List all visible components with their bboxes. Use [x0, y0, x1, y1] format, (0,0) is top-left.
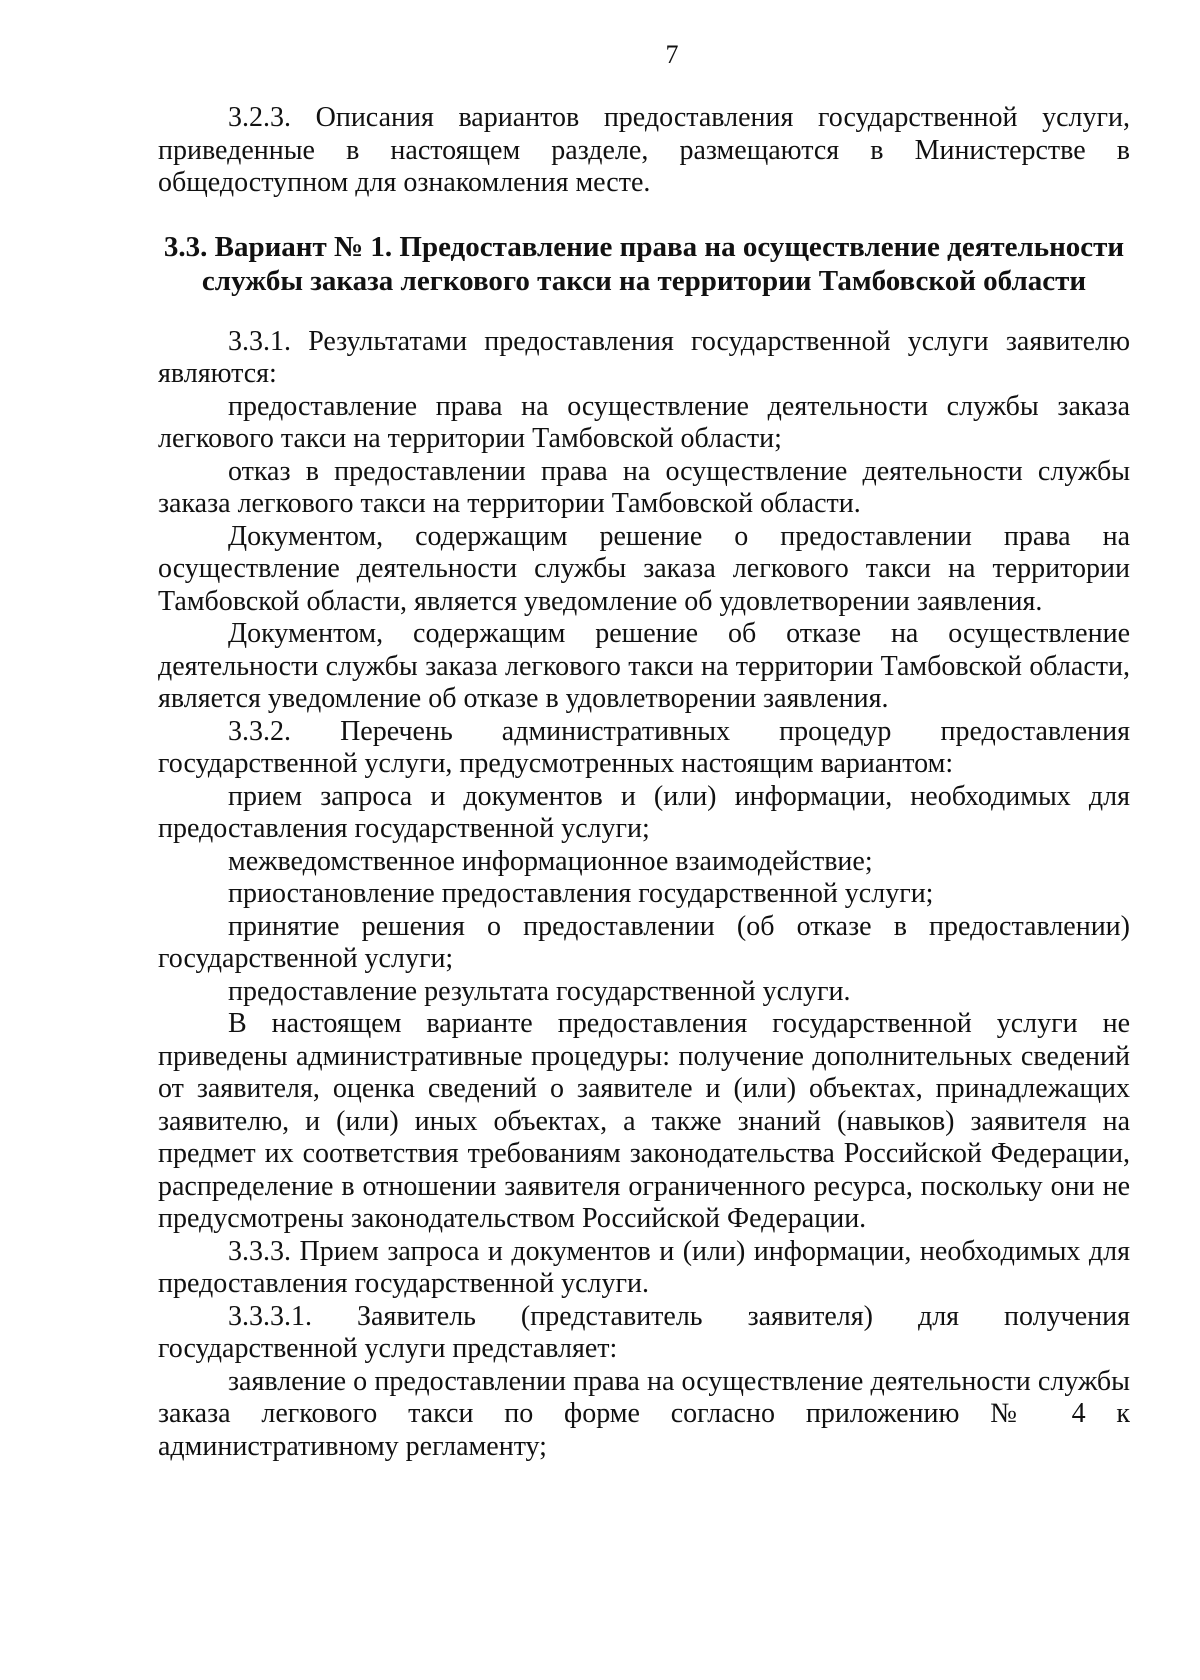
list-item-result-provision: предоставление результата государственной услуги.	[228, 975, 851, 1007]
list-item-request-reception: прием запроса и документов и (или) информации, необходимых для предоставления государственной услуги;	[158, 780, 1130, 844]
page-number: 7	[665, 40, 679, 69]
list-item-interagency-interaction: межведомственное информационное взаимодействие;	[228, 845, 873, 877]
paragraph-not-included-procedures: В настоящем варианте предоставления государственной услуги не приведены административные процедуры: получение дополнительных сведений от заявителя, оценка сведений о заявителе и (или) объектах, принадлежащих заявителю, и (или) иных объектах, а также знаний (навыков) заявителя на предмет их соответствия требованиям законодательства Российской Федерации, распределение в отношении заявителя ограниченного ресурса, поскольку они не предусмотрены законодательством Российской Федерации.	[158, 1008, 1130, 1234]
list-item-refusal: отказ в предоставлении права на осуществление деятельности службы заказа легкового такси на территории Тамбовской области.	[158, 455, 1130, 519]
section-heading-3-3: 3.3. Вариант № 1. Предоставление права на осуществление деятельности службы заказа легкового такси на территории Тамбовской области	[163, 230, 1125, 297]
list-item-application-form: заявление о предоставлении права на осуществление деятельности службы заказа легкового такси по форме согласно приложению № 4 к административному регламенту;	[158, 1365, 1130, 1462]
document-body	[158, 102, 1130, 1463]
paragraph-3-3-1: 3.3.1. Результатами предоставления государственной услуги заявителю являются:	[158, 325, 1130, 389]
list-item-decision: принятие решения о предоставлении (об отказе в предоставлении) государственной услуги;	[158, 910, 1130, 974]
paragraph-3-3-2: 3.3.2. Перечень административных процедур предоставления государственной услуги, предусмотренных настоящим вариантом:	[158, 715, 1130, 779]
paragraph-refusal-document: Документом, содержащим решение об отказе на осуществление деятельности службы заказа легкового такси на территории Тамбовской области, является уведомление об отказе в удовлетворении заявления.	[158, 618, 1130, 714]
paragraph-3-3-3-1: 3.3.3.1. Заявитель (представитель заявителя) для получения государственной услуги представляет:	[158, 1300, 1130, 1364]
list-item-suspension: приостановление предоставления государственной услуги;	[228, 878, 934, 909]
paragraph-approval-document: Документом, содержащим решение о предоставлении права на осуществление деятельности службы заказа легкового такси на территории Тамбовской области, является уведомление об удовлетворении заявления.	[158, 520, 1130, 617]
paragraph-3-2-3: 3.2.3. Описания вариантов предоставления государственной услуги, приведенные в настоящем разделе, размещаются в Министерстве в общедоступном для ознакомления месте.	[158, 102, 1130, 198]
paragraph-3-3-3: 3.3.3. Прием запроса и документов и (или) информации, необходимых для предоставления государственной услуги.	[158, 1235, 1130, 1299]
list-item-grant-right: предоставление права на осуществление деятельности службы заказа легкового такси на территории Тамбовской области;	[158, 390, 1130, 454]
